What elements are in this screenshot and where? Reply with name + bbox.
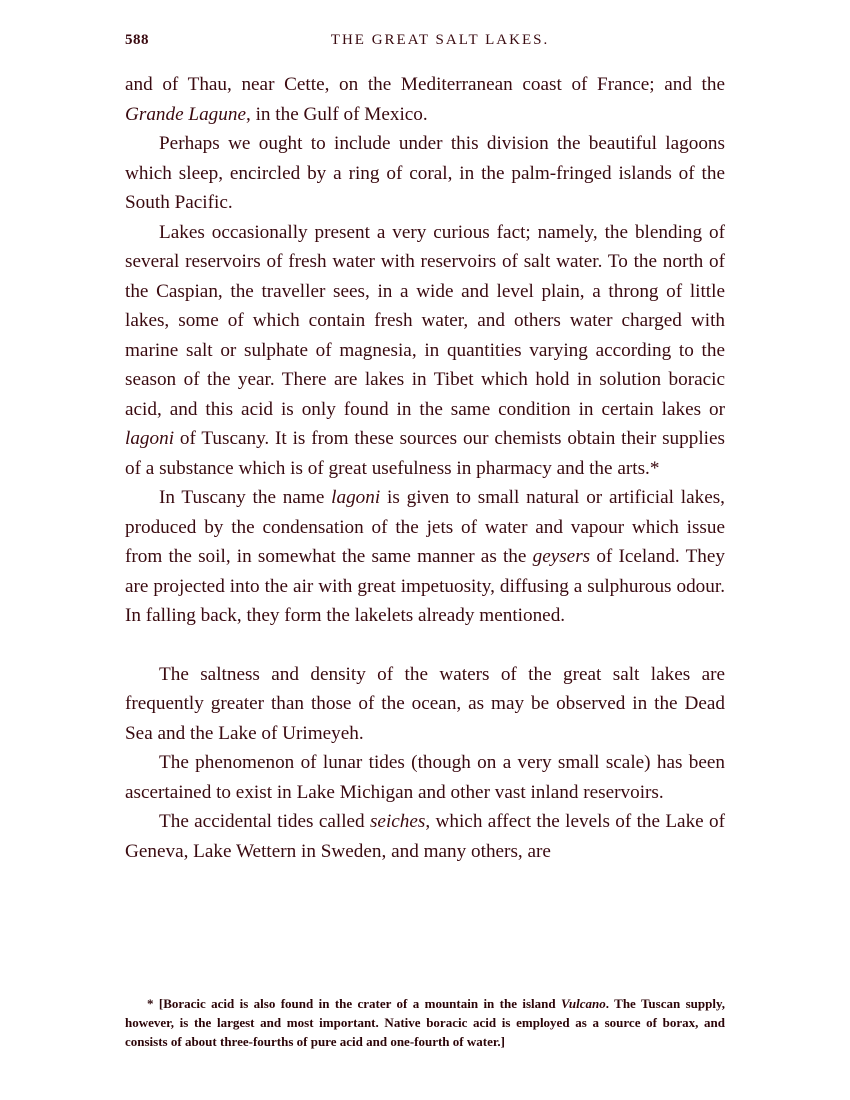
body-text xyxy=(125,70,725,866)
paragraph-4: In Tuscany the name lagoni is given to small natural or artificial lakes, produced by the condensation of the jets of water and vapour which issue from the soil, in somewhat the same manner as the geysers of Iceland. They are projected into the air with great impetuosity, diffusing a sulphurous odour. In falling back, they form the lakelets already mentioned. xyxy=(125,487,725,626)
paragraph-3: Lakes occasionally present a very curious fact; namely, the blending of several reservoirs of fresh water with reservoirs of salt water. To the north of the Caspian, the traveller sees, in a wide and level plain, a throng of little lakes, some of which contain fresh water, and others water charged with marine salt or sulphate of magnesia, in quantities varying according to the season of the year. There are lakes in Tibet which hold in solution boracic acid, and this acid is only found in the same condition in certain lakes or lagoni of Tuscany. It is from these sources our chemists obtain their supplies of a substance which is of great usefulness in pharmacy and the arts.* xyxy=(125,221,725,479)
book-page xyxy=(125,28,725,1078)
page-header xyxy=(125,28,725,58)
page-number: 588 xyxy=(125,32,149,48)
paragraph-5: The saltness and density of the waters of the great salt lakes are frequently greater than those of the ocean, as may be observed in the Dead Sea and the Lake of Urimeyeh. xyxy=(125,663,725,744)
paragraph-7: The accidental tides called seiches, which affect the levels of the Lake of Geneva, Lake Wettern in Sweden, and many others, are xyxy=(125,811,725,862)
paragraph-6: The phenomenon of lunar tides (though on a very small scale) has been ascertained to exist in Lake Michigan and other vast inland reservoirs. xyxy=(125,752,725,803)
italic-term: seiches xyxy=(369,811,426,832)
italic-term: lagoni xyxy=(125,428,175,449)
italic-term: lagoni xyxy=(331,487,381,508)
running-title: THE GREAT SALT LAKES. xyxy=(330,32,550,48)
footnote: * [Boracic acid is also found in the crater of a mountain in the island Vulcano. The Tuscan supply, however, is the largest and most important. Native boracic acid is employed as a source of borax, and consists of about three-fourths of pure acid and one-fourth of water.] xyxy=(125,996,725,1049)
paragraph-2: Perhaps we ought to include under this division the beautiful lagoons which sleep, encircled by a ring of coral, in the palm-fringed islands of the South Pacific. xyxy=(125,133,725,213)
italic-term: Grande Lagune xyxy=(125,103,246,125)
section-gap xyxy=(125,631,725,660)
italic-term: Vulcano xyxy=(560,996,606,1011)
paragraph-1: and of Thau, near Cette, on the Mediterranean coast of France; and the Grande Lagune, in the Gulf of Mexico. xyxy=(125,74,725,125)
italic-term: geysers xyxy=(532,546,591,567)
